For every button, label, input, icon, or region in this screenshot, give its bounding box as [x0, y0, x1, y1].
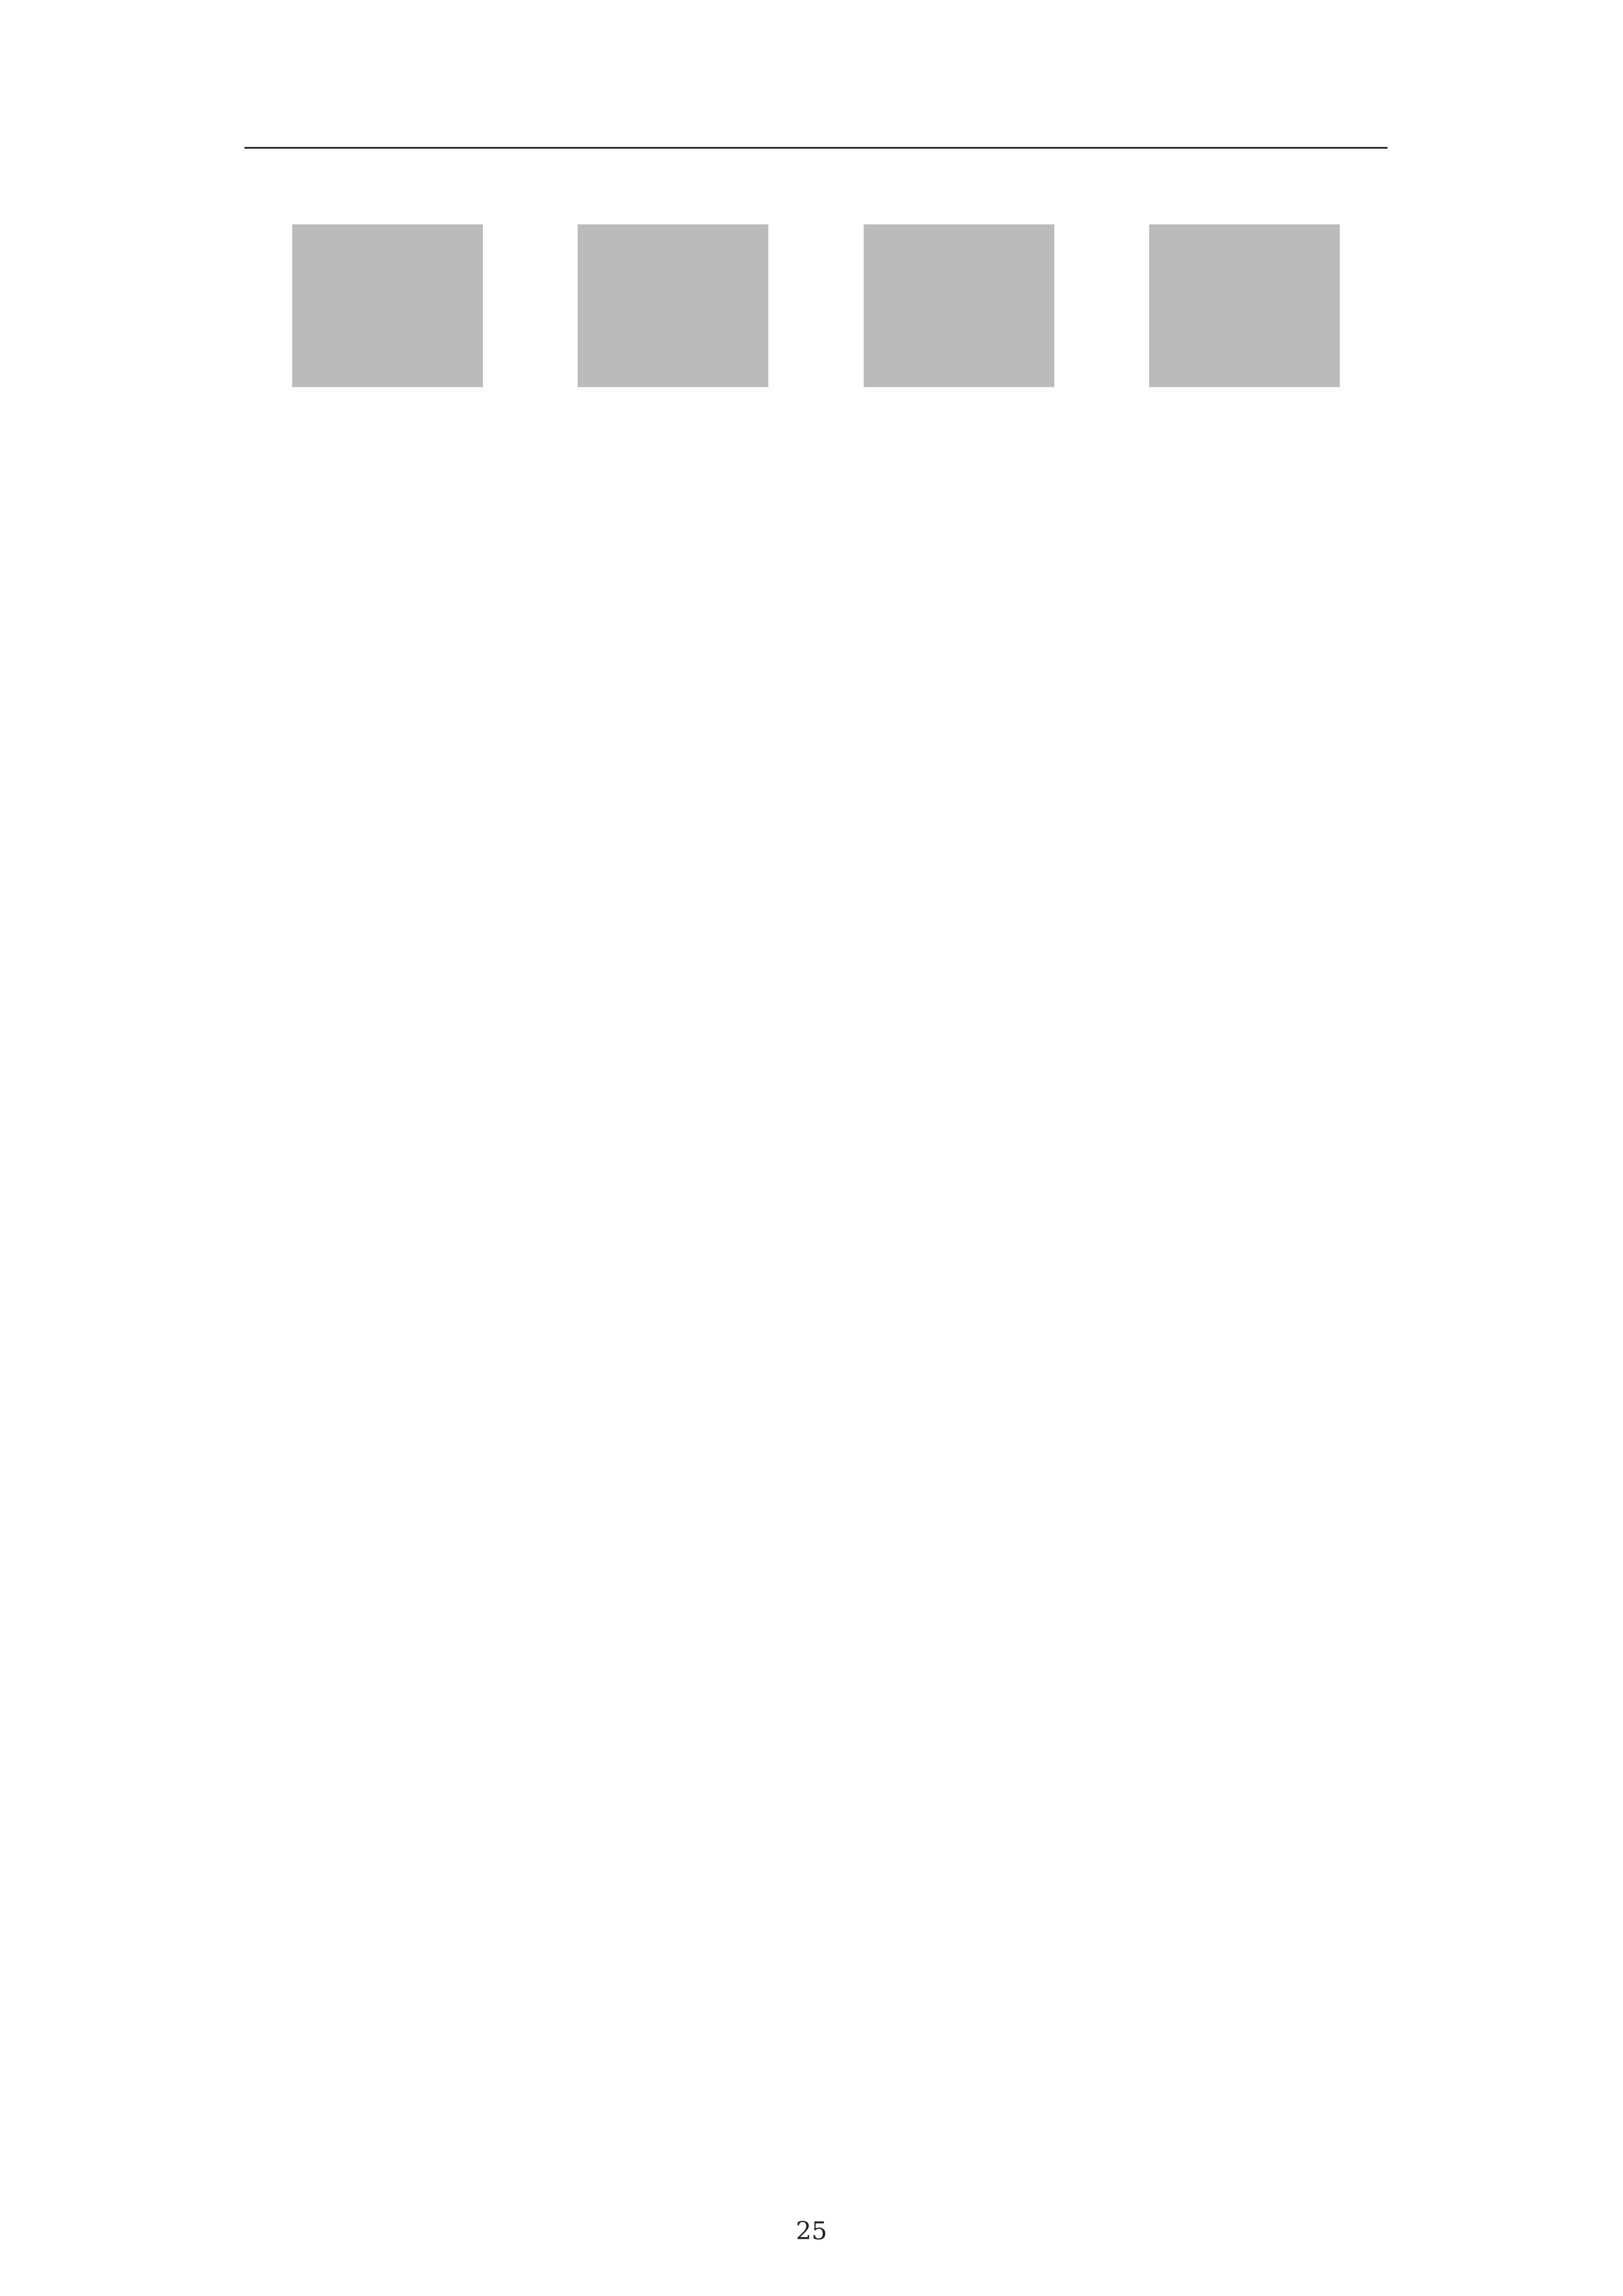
answer-key-body — [245, 191, 1387, 421]
header-rule — [245, 147, 1387, 149]
page-number: 25 — [796, 2217, 827, 2246]
food-photo-row — [245, 224, 1387, 387]
food-photo — [292, 224, 483, 387]
food-photo — [578, 224, 768, 387]
food-photo — [864, 224, 1054, 387]
food-photo — [1149, 224, 1340, 387]
